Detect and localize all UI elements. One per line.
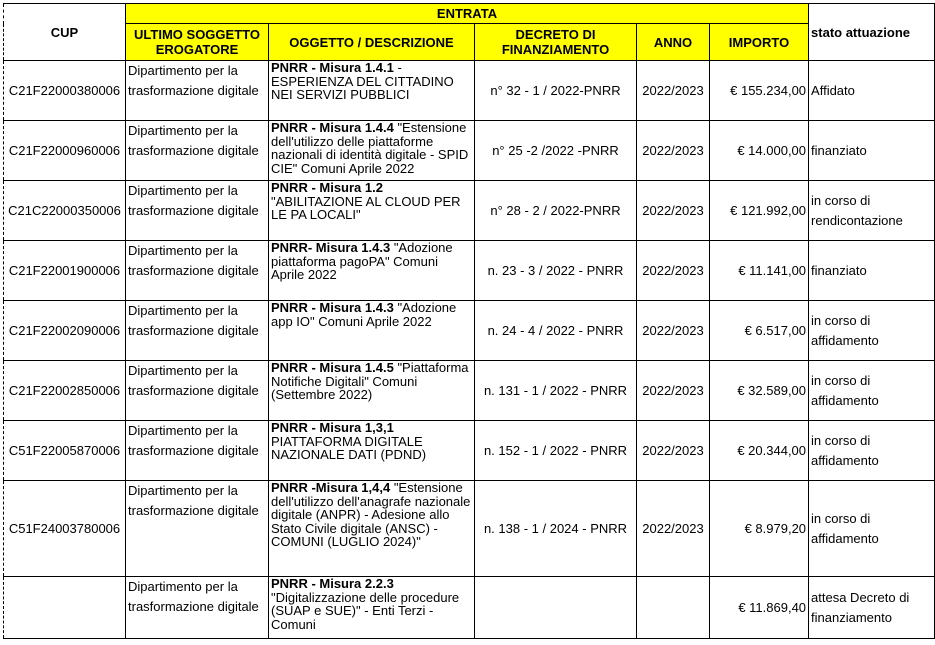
cell-anno[interactable]: 2022/2023 xyxy=(637,241,710,301)
cell-decreto[interactable]: n. 24 - 4 / 2022 - PNRR xyxy=(475,301,637,361)
misura-label: PNRR - Misura 1.4.1 xyxy=(271,60,394,75)
cell-cup[interactable]: C51F24003780006 xyxy=(4,481,126,577)
cell-soggetto[interactable]: Dipartimento per la trasformazione digitale xyxy=(126,181,269,241)
descrizione-text: "Adozione app IO" Comuni Aprile 2022 xyxy=(271,300,457,329)
descrizione-text: "ABILITAZIONE AL CLOUD PER LE PA LOCALI" xyxy=(271,193,461,222)
cell-oggetto[interactable] xyxy=(269,481,475,577)
cell-anno[interactable] xyxy=(637,577,710,639)
cell-cup[interactable] xyxy=(4,577,126,639)
cell-anno[interactable]: 2022/2023 xyxy=(637,421,710,481)
cell-oggetto[interactable] xyxy=(269,61,475,121)
cell-stato[interactable]: finanziato xyxy=(809,241,935,301)
cell-stato[interactable]: in corso di affidamento xyxy=(809,301,935,361)
cell-decreto[interactable]: n. 131 - 1 / 2022 - PNRR xyxy=(475,361,637,421)
cell-stato[interactable]: finanziato xyxy=(809,121,935,181)
cell-importo[interactable]: € 8.979,20 xyxy=(710,481,809,577)
cell-soggetto[interactable]: Dipartimento per la trasformazione digitale xyxy=(126,301,269,361)
table-row[interactable] xyxy=(4,241,935,301)
cell-importo[interactable]: € 6.517,00 xyxy=(710,301,809,361)
cell-anno[interactable]: 2022/2023 xyxy=(637,361,710,421)
cell-stato[interactable]: in corso di rendicontazione xyxy=(809,181,935,241)
cell-stato[interactable]: in corso di affidamento xyxy=(809,481,935,577)
table-row[interactable] xyxy=(4,421,935,481)
header-importo[interactable]: IMPORTO xyxy=(710,24,809,61)
cell-soggetto[interactable]: Dipartimento per la trasformazione digitale xyxy=(126,577,269,639)
cell-decreto[interactable] xyxy=(475,577,637,639)
header-decreto[interactable]: DECRETO DI FINANZIAMENTO xyxy=(475,24,637,61)
cell-anno[interactable]: 2022/2023 xyxy=(637,121,710,181)
descrizione-text: "Piattaforma Notifiche Digitali" Comuni (Settembre 2022) xyxy=(271,360,469,402)
misura-label: PNRR - Misura 1.2 xyxy=(271,180,383,195)
cell-importo[interactable]: € 14.000,00 xyxy=(710,121,809,181)
cell-stato[interactable]: Affidato xyxy=(809,61,935,121)
cell-soggetto[interactable]: Dipartimento per la trasformazione digitale xyxy=(126,481,269,577)
descrizione-text: PIATTAFORMA DIGITALE NAZIONALE DATI (PDND) xyxy=(271,433,427,462)
cell-anno[interactable]: 2022/2023 xyxy=(637,301,710,361)
cell-anno[interactable]: 2022/2023 xyxy=(637,181,710,241)
cell-decreto[interactable]: n. 152 - 1 / 2022 - PNRR xyxy=(475,421,637,481)
table-body xyxy=(4,61,935,639)
cell-oggetto[interactable] xyxy=(269,421,475,481)
cell-cup[interactable]: C21F22000380006 xyxy=(4,61,126,121)
cell-anno[interactable]: 2022/2023 xyxy=(637,481,710,577)
cell-importo[interactable]: € 155.234,00 xyxy=(710,61,809,121)
header-soggetto[interactable]: ULTIMO SOGGETTO EROGATORE xyxy=(126,24,269,61)
cell-oggetto[interactable] xyxy=(269,577,475,639)
cell-cup[interactable]: C21F22002850006 xyxy=(4,361,126,421)
cell-soggetto[interactable]: Dipartimento per la trasformazione digitale xyxy=(126,361,269,421)
cell-oggetto[interactable] xyxy=(269,301,475,361)
header-cup[interactable]: CUP xyxy=(4,4,126,61)
table-row[interactable] xyxy=(4,301,935,361)
header-oggetto[interactable]: OGGETTO / DESCRIZIONE xyxy=(269,24,475,61)
cell-importo[interactable]: € 11.869,40 xyxy=(710,577,809,639)
table-row[interactable] xyxy=(4,481,935,577)
cell-soggetto[interactable]: Dipartimento per la trasformazione digitale xyxy=(126,121,269,181)
cell-stato[interactable]: in corso di affidamento xyxy=(809,361,935,421)
cell-oggetto[interactable] xyxy=(269,241,475,301)
cell-stato[interactable]: in corso di affidamento xyxy=(809,421,935,481)
misura-label: PNRR -Misura 1,4,4 xyxy=(271,480,391,495)
cell-decreto[interactable]: n° 32 - 1 / 2022-PNRR xyxy=(475,61,637,121)
descrizione-text: "Adozione piattaforma pagoPA" Comuni Aprile 2022 xyxy=(271,240,453,282)
header-anno[interactable]: ANNO xyxy=(637,24,710,61)
cell-cup[interactable]: C51F22005870006 xyxy=(4,421,126,481)
cell-soggetto[interactable]: Dipartimento per la trasformazione digitale xyxy=(126,421,269,481)
misura-label: PNRR- Misura 1.4.3 xyxy=(271,240,391,255)
descrizione-text: "Digitalizzazione delle procedure (SUAP e SUE)" - Enti Terzi - Comuni xyxy=(271,589,460,632)
header-stato[interactable]: stato attuazione xyxy=(809,4,935,61)
descrizione-text: - ESPERIENZA DEL CITTADINO NEI SERVIZI PUBBLICI xyxy=(271,60,454,102)
cell-cup[interactable]: C21C22000350006 xyxy=(4,181,126,241)
misura-label: PNRR - Misura 2.2.3 xyxy=(271,576,394,591)
descrizione-text: "Estensione dell'utilizzo dell'anagrafe nazionale digitale (ANPR) - Adesione allo Stato Civile digitale (ANSC) - COMUNI (LUGLIO 2024)" xyxy=(271,480,471,549)
cell-decreto[interactable]: n. 138 - 1 / 2024 - PNRR xyxy=(475,481,637,577)
descrizione-text: "Estensione dell'utilizzo delle piattaforme nazionali di identità digitale - SPID CIE" Comuni Aprile 2022 xyxy=(271,120,469,176)
misura-label: PNRR - Misura 1.4.5 xyxy=(271,360,394,375)
table-row[interactable] xyxy=(4,181,935,241)
misura-label: PNRR - Misura 1,3,1 xyxy=(271,420,394,435)
table-row[interactable] xyxy=(4,361,935,421)
cell-cup[interactable]: C21F22002090006 xyxy=(4,301,126,361)
cell-decreto[interactable]: n° 25 -2 /2022 -PNRR xyxy=(475,121,637,181)
cell-cup[interactable]: C21F22000960006 xyxy=(4,121,126,181)
cell-decreto[interactable]: n° 28 - 2 / 2022-PNRR xyxy=(475,181,637,241)
cell-oggetto[interactable] xyxy=(269,121,475,181)
cell-importo[interactable]: € 121.992,00 xyxy=(710,181,809,241)
cell-soggetto[interactable]: Dipartimento per la trasformazione digitale xyxy=(126,241,269,301)
cell-importo[interactable]: € 20.344,00 xyxy=(710,421,809,481)
cell-decreto[interactable]: n. 23 - 3 / 2022 - PNRR xyxy=(475,241,637,301)
cell-oggetto[interactable] xyxy=(269,181,475,241)
header-entrata[interactable]: ENTRATA xyxy=(126,4,809,24)
table-row[interactable] xyxy=(4,577,935,639)
cell-oggetto[interactable] xyxy=(269,361,475,421)
cell-anno[interactable]: 2022/2023 xyxy=(637,61,710,121)
cell-importo[interactable]: € 11.141,00 xyxy=(710,241,809,301)
cell-soggetto[interactable]: Dipartimento per la trasformazione digitale xyxy=(126,61,269,121)
misura-label: PNRR - Misura 1.4.4 xyxy=(271,120,394,135)
misura-label: PNRR - Misura 1.4.3 xyxy=(271,300,394,315)
entrata-table xyxy=(3,3,935,639)
cell-stato[interactable]: attesa Decreto di finanziamento xyxy=(809,577,935,639)
cell-importo[interactable]: € 32.589,00 xyxy=(710,361,809,421)
table-row[interactable] xyxy=(4,61,935,121)
cell-cup[interactable]: C21F22001900006 xyxy=(4,241,126,301)
table-row[interactable] xyxy=(4,121,935,181)
